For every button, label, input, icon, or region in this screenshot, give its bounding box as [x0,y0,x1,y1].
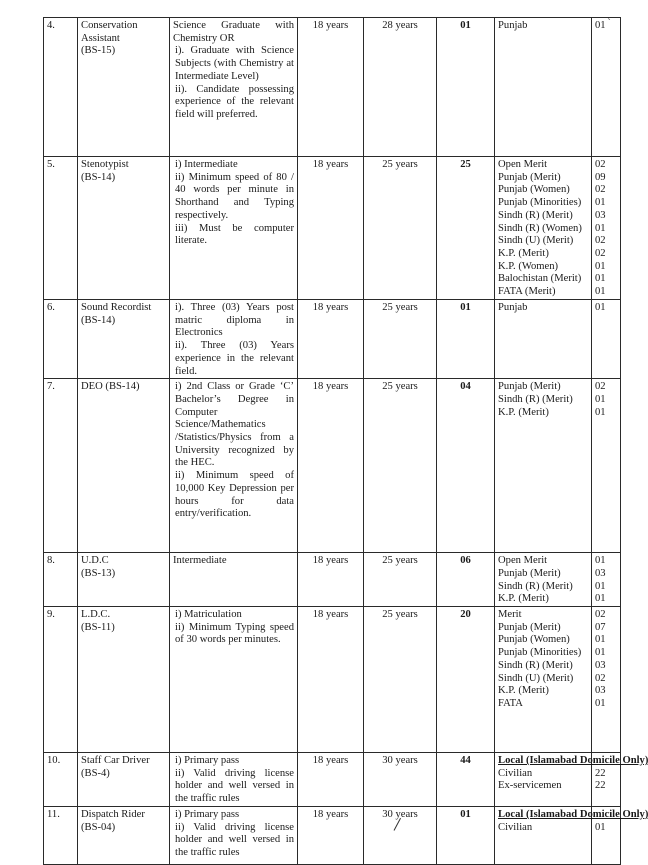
post-name-line: Sound Recordist [81,302,152,313]
quota-label: Punjab (Merit) [498,171,561,183]
quota-label: Sindh (R) (Merit) [498,393,573,405]
quota-label: Merit [498,609,522,621]
quota-count: 03 [595,659,606,671]
min-age: 18 years [298,607,364,753]
post-cell [78,379,170,553]
qualification-item: ii) Minimum speed of 80 / 40 words per minute in Shorthand and Typing respectively. [175,171,294,221]
quota-count: 01 [595,20,606,31]
qualification-list [173,302,294,378]
quota-label: Sindh (R) (Merit) [498,580,573,592]
min-age: 18 years [298,157,364,300]
quota-count: 01 [595,222,606,234]
table-row [44,157,621,300]
vacancy-count: 01 [437,806,495,864]
quota-label: Balochistan (Merit) [498,273,582,285]
qualification-list [173,609,294,647]
list-marker: ii) [175,171,189,183]
qualification-item: i) 2nd Class or Grade ‘C’ Bachelor’s Degree in Computer Science/Mathematics /Statistics/Physics from a University recognized by the HEC. [175,381,294,469]
list-marker: ii) [175,621,189,633]
min-age: 18 years [298,18,364,157]
min-age: 18 years [298,753,364,807]
quota-label: K.P. (Women) [498,260,559,272]
vacancy-count: 04 [437,379,495,553]
quota-count: 01 [595,273,606,285]
serial-number: 9. [44,607,78,753]
table-row [44,300,621,379]
quota-cell [495,300,592,379]
qualification-item: iii) Must be computer literate. [175,222,294,247]
max-age: 25 years [364,607,437,753]
quota-count: 22 [595,767,606,779]
quota-label: Sindh (R) (Merit) [498,659,573,671]
qualification-list [173,809,294,860]
qualification-item: i) Intermediate [175,159,238,170]
quota-count: 02 [595,184,606,196]
quota-count: 03 [595,567,606,579]
table-row [44,806,621,864]
max-age: 28 years [364,18,437,157]
quota-count: 01 [595,260,606,272]
quota-label: Sindh (R) (Women) [498,222,582,234]
quota-label: Ex-servicemen [498,780,562,792]
serial-number: 5. [44,157,78,300]
quota-count: 03 [595,685,606,697]
max-age: 25 years [364,553,437,607]
list-marker: ii). [175,340,201,352]
qualification-item: i) Primary pass [175,755,240,767]
quota-count: 02 [595,247,606,259]
quota-label: Punjab (Merit) [498,381,561,393]
vacancy-count: 06 [437,553,495,607]
quota-label: Sindh (U) (Merit) [498,235,574,247]
table-row [44,379,621,553]
vacancy-table [43,17,648,865]
max-age: 25 years [364,157,437,300]
serial-number: 10. [44,753,78,807]
list-marker: i) [175,381,187,393]
quota-label: K.P. (Merit) [498,247,549,259]
quota-label: K.P. (Merit) [498,685,549,697]
post-cell [78,157,170,300]
quota-label: K.P. (Merit) [498,406,549,418]
vacancy-count: 25 [437,157,495,300]
post-cell [78,753,170,807]
min-age: 18 years [298,806,364,864]
quota-label: Sindh (R) (Merit) [498,209,573,221]
post-name-line: U.D.C [81,555,109,567]
qualification-item: ii). Candidate possessing experience of the relevant field will preferred. [175,83,295,120]
quota-label: Sindh (U) (Merit) [498,672,574,684]
quota-count: 01 [595,593,606,605]
quota-count: 01 [595,580,606,592]
list-marker: i) [175,609,185,621]
qualification-list [173,45,294,121]
qualification-item: i) Primary pass [175,808,240,820]
quota-cell [495,379,592,553]
table-row [44,607,621,753]
quota-label: Punjab (Women) [498,184,570,196]
post-name-line: (BS-4) [81,767,110,779]
quota-label: Punjab (Minorities) [498,197,582,209]
quota-count: 22 [595,780,606,792]
list-marker: ii) [175,470,196,482]
quota-label: Civilian [498,821,533,833]
quota-count: 02 [595,381,606,393]
quota-count: 01 [595,197,606,209]
max-age: 30 years [364,753,437,807]
quota-count: 01 [595,821,606,833]
vacancy-count: 01 [437,18,495,157]
quota-count-cell [592,157,621,300]
min-age: 18 years [298,379,364,553]
serial-number: 6. [44,300,78,379]
max-age: 25 years [364,379,437,553]
min-age: 18 years [298,553,364,607]
quota-heading: Local (Islamabad Domicile Only) [498,808,648,820]
post-name-line: (BS-14) [81,171,116,183]
qualification-list [173,159,294,248]
quota-count-cell [592,300,621,379]
quota-label: Punjab (Women) [498,634,570,646]
serial-number: 8. [44,553,78,607]
quota-count: 02 [595,609,606,621]
list-marker: i). [175,302,191,313]
table-row [44,753,621,807]
quota-cell [495,157,592,300]
quota-heading: Local (Islamabad Domicile Only) [498,755,648,767]
post-name-line: (BS-15) [81,45,116,57]
quota-count: 02 [595,672,606,684]
post-cell [78,300,170,379]
list-marker: i) [175,159,185,170]
list-marker: ii) [175,821,194,833]
quota-label: FATA [498,697,523,709]
vacancy-count: 20 [437,607,495,753]
vacancy-count: 44 [437,753,495,807]
quota-count: 02 [595,235,606,247]
post-name-line: (BS-04) [81,821,116,833]
qualification-list [173,755,294,806]
quota-count: 01 [595,393,606,405]
post-cell [78,18,170,157]
quota-label: Open Merit [498,555,548,567]
list-marker: iii) [175,222,199,234]
post-name-line: Dispatch Rider [81,808,145,820]
vacancy-count: 01 [437,300,495,379]
quota-count-cell [592,18,621,157]
post-name-line: L.D.C. [81,609,111,621]
serial-number: 11. [44,806,78,864]
qualification-cell [170,18,298,157]
post-name-line: DEO (BS-14) [81,381,140,393]
quota-count: 01 [595,697,606,709]
quota-count-cell [592,379,621,553]
post-name-line: (BS-14) [81,314,116,326]
quota-count: 01 [595,406,606,418]
quota-label: Punjab [498,20,528,31]
list-marker: i). [175,45,191,57]
quota-count: 01 [595,634,606,646]
quota-label: Punjab (Merit) [498,621,561,633]
quota-label: Civilian [498,767,533,779]
quota-count: 01 [595,286,606,298]
post-name-line: Stenotypist [81,159,129,170]
qualification-cell [170,379,298,553]
quota-cell [495,607,592,753]
quota-label: Open Merit [498,159,548,170]
quota-label: FATA (Merit) [498,286,556,298]
qualification-item: ii). Three (03) Years experience in the relevant field. [175,340,294,377]
vacancy-rows [44,18,648,865]
quota-count: 07 [595,621,606,633]
post-name-line: (BS-11) [81,621,115,633]
post-cell [78,806,170,864]
qualification-item: i). Three (03) Years post matric diploma in Electronics [175,302,294,339]
qualification-cell [170,806,298,864]
quota-label: Punjab (Minorities) [498,647,582,659]
qualification-item: i) Matriculation [175,609,242,621]
qualification-cell [170,553,298,607]
table-row [44,553,621,607]
quota-count-cell [592,607,621,753]
serial-number: 4. [44,18,78,157]
table-row [44,18,621,157]
max-age: 25 years [364,300,437,379]
margin-mark: ` [607,18,612,29]
qualification-lead: Intermediate [173,555,227,567]
list-marker: i) [175,808,185,820]
qualification-cell [170,607,298,753]
qualification-item: ii) Minimum Typing speed of 30 words per minutes. [175,621,294,646]
qualification-item: ii) Minimum speed of 10,000 Key Depression per hours for data entry/verification. [175,470,294,520]
quota-label: Punjab (Merit) [498,567,561,579]
post-name-line: Assistant [81,32,120,44]
list-marker: i) [175,755,185,767]
qualification-lead: Science Graduate with Chemistry OR [173,20,294,44]
post-name-line: Staff Car Driver [81,755,150,767]
post-cell [78,607,170,753]
quota-label: K.P. (Merit) [498,593,549,605]
max-age: 30 years [364,806,437,864]
qualification-cell [170,753,298,807]
quota-count: 01 [595,555,606,567]
serial-number: 7. [44,379,78,553]
qualification-item: i). Graduate with Science Subjects (with Chemistry at Intermediate Level) [175,45,294,82]
quota-count: 09 [595,171,606,183]
post-name-line: Conservation [81,20,138,31]
quota-count: 03 [595,209,606,221]
quota-cell [495,18,592,157]
qualification-list [173,381,294,521]
quota-label: Punjab [498,302,528,313]
qualification-cell [170,157,298,300]
post-name-line: (BS-13) [81,567,116,579]
list-marker: ii) [175,767,194,779]
quota-count: 02 [595,159,606,170]
quota-count-cell [592,553,621,607]
qualification-cell [170,300,298,379]
min-age: 18 years [298,300,364,379]
list-marker: ii). [175,83,197,95]
post-cell [78,553,170,607]
qualification-item: ii) Valid driving license holder and well versed in the traffic rules [175,767,294,805]
quota-count: 01 [595,302,606,313]
qualification-item: ii) Valid driving license holder and well versed in the traffic rules [175,821,294,858]
quota-cell [495,553,592,607]
quota-count: 01 [595,647,606,659]
